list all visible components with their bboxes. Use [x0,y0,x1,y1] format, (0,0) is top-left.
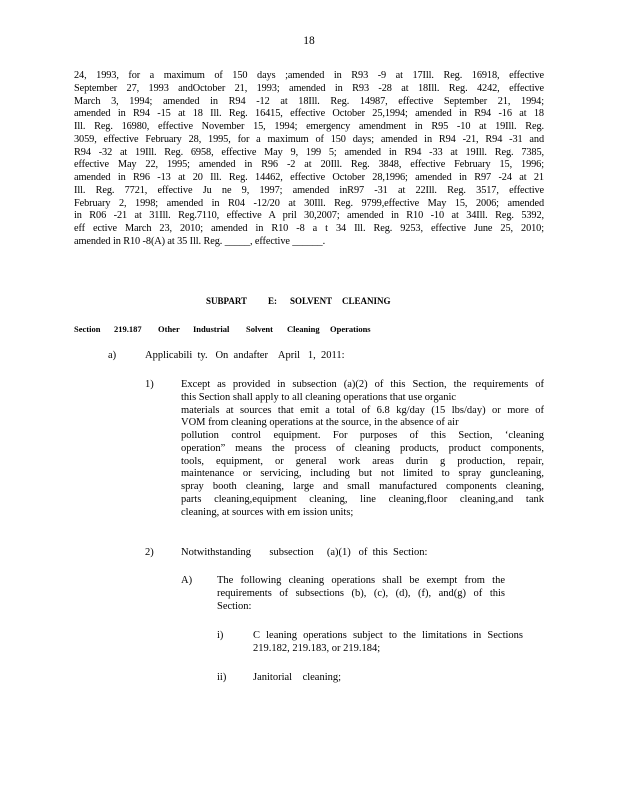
para-ii-marker: ii) [217,672,227,683]
history-line: in R06 -21 at 31Ill. Reg.7110, effective A pril 30,2007; amended in R10 -10 at 34Ill. Reg. 5392, [74,210,544,222]
para-1-line: cleaning, at sources with em ission units; [181,506,354,518]
para-A-line: The following cleaning operations shall be exempt from the [217,575,505,586]
section-number: 219.187 [114,324,142,334]
history-line: effective May 22, 1995; amended in R96 -2 at 20Ill. Reg. 3848, effective February 15, 1996; [74,159,544,171]
para-i-marker: i) [217,630,224,641]
subpart-word: CLEANING [342,296,391,306]
subpart-letter: E: [268,296,277,306]
section-label: Section [74,324,101,334]
para-A-line: requirements of subsections (b), (c), (d), (f), and(g) of this [217,587,505,599]
history-line: September 27, 1993 andOctober 21, 1993; amended in R93 -28 at 18Ill. Reg. 4242, effective [74,82,544,94]
para-1-line: tools, equipment, or general work areas durin g production, repair, [181,455,544,467]
para-1-line: spray booth cleaning, large and small manufactured components cleaning, [181,481,544,492]
history-line: March 3, 1994; amended in R94 -12 at 18Ill. Reg. 14987, effective September 21, 1994; [74,95,544,107]
section-title-word: Other [158,324,180,334]
para-1-line: pollution control equipment. For purposes of this Section, ‘cleaning [181,430,544,441]
para-2-text: Notwithstanding subsection (a)(1) of this Section: [181,547,428,558]
para-A-text [217,575,505,613]
para-2-marker: 2) [145,547,154,558]
para-a-text: Applicabili ty. On andafter April 1, 2011: [145,350,345,361]
para-1-marker: 1) [145,379,154,390]
history-line: amended in R10 -8(A) at 35 Ill. Reg. _____, effective ______. [74,235,326,247]
para-1-line: materials at sources that emit a total of 6.8 kg/day (15 lbs/day) or more of [181,404,544,416]
history-line: amended in R94 -15 at 18 Ill. Reg. 16415, effective October 25,1994; amended in R94 -16 at 18 [74,108,544,120]
para-A-line: Section: [217,600,252,612]
section-title-word: Solvent [246,324,273,334]
subpart-word: SOLVENT [290,296,333,306]
para-1-line: VOM from cleaning operations at the source, in the absence of air [181,417,459,429]
para-1-line: parts cleaning,equipment cleaning, line cleaning,floor cleaning,and tank [181,493,544,505]
history-line: Ill. Reg. 16980, effective November 15, 1994; emergency amendment in R95 -10 at 19Ill. Reg. [74,121,544,132]
para-1-line: operation” means the process of cleaning products, product components, [181,442,544,454]
para-1-line: Except as provided in subsection (a)(2) of this Section, the requirements of [181,379,544,390]
para-ii-text: Janitorial cleaning; [253,672,342,683]
history-line: 24, 1993, for a maximum of 150 days ;amended in R93 -9 at 17Ill. Reg. 16918, effective [74,70,544,81]
para-A-marker: A) [181,575,193,586]
para-a-marker: a) [108,350,117,361]
para-1-line: this Section shall apply to all cleaning operations that use organic [181,391,457,403]
para-i-line: C leaning operations subject to the limitations in Sections [253,630,523,641]
para-1-text [181,379,544,519]
page-number: 18 [303,35,315,47]
history-line: amended in R96 -13 at 20 Ill. Reg. 14462, effective October 28,1996; amended in R97 -24 at 21 [74,172,544,183]
para-i-text [253,630,523,656]
history-line: R94 -32 at 19Ill. Reg. 6958, effective May 9, 199 5; amended in R94 -33 at 19Ill. Reg. 7385, [74,146,544,158]
history-note [74,70,544,249]
history-line: Ill. Reg. 7721, effective Ju ne 9, 1997; amended inR97 -31 at 22Ill. Reg. 3517, effective [74,184,544,196]
history-line: eff ective March 23, 2010; amended in R10 -8 a t 34 Ill. Reg. 9253, effective June 25, 2010; [74,223,544,234]
subpart-word: SUBPART [206,296,248,306]
section-title-word: Operations [330,324,371,334]
para-1-line: maintenance or servicing, including but not limited to spray guncleaning, [181,468,544,480]
history-line: 3059, effective February 28, 1995, for a maximum of 150 days; amended in R94 -21, R94 -31 and [74,133,544,145]
section-title-word: Industrial [193,324,230,334]
para-i-line: 219.182, 219.183, or 219.184; [253,642,381,654]
history-line: February 2, 1998; amended in R04 -12/20 at 30Ill. Reg. 9799,effective May 15, 2006; amended [74,197,544,209]
section-title-word: Cleaning [287,324,320,334]
